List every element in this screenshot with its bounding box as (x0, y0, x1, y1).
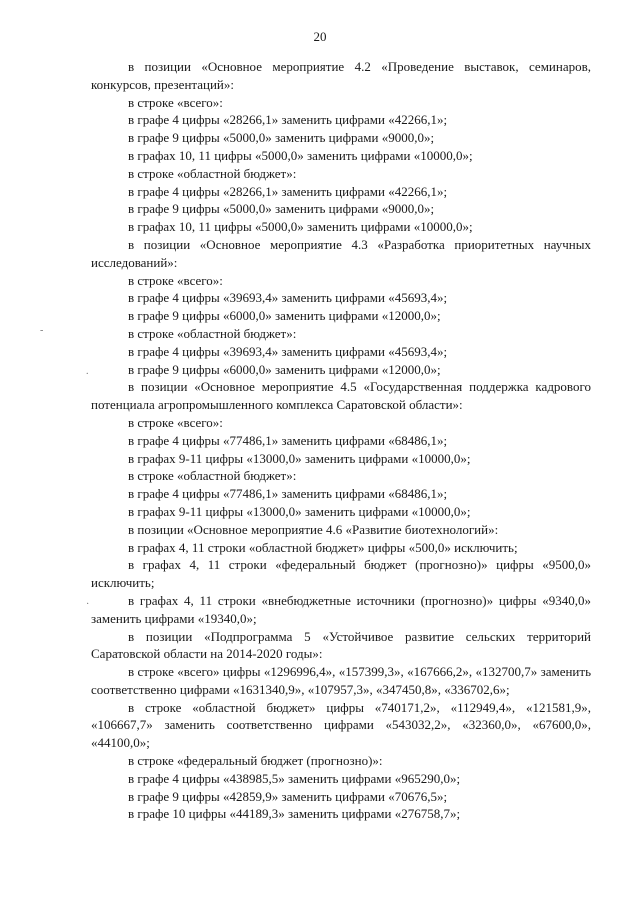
paragraph: в графе 4 цифры «28266,1» заменить цифрами «42266,1»; (128, 112, 448, 128)
paragraph: в графах 10, 11 цифры «5000,0» заменить цифрами «10000,0»; (128, 219, 473, 235)
paragraph: в позиции «Основное мероприятие 4.3 «Разработка приоритетных научных исследований»: (91, 236, 591, 270)
paragraph: в графах 4, 11 строки «областной бюджет» цифры «500,0» исключить; (128, 539, 518, 555)
paragraph: в строке «федеральный бюджет (прогнозно)»: (128, 753, 383, 769)
paragraph: в графе 9 цифры «5000,0» заменить цифрами «9000,0»; (128, 201, 435, 217)
paragraph: в графе 4 цифры «77486,1» заменить цифрами «68486,1»; (128, 432, 448, 448)
paragraph: в графах 4, 11 строки «федеральный бюджет (прогнозно)» цифры «9500,0» исключить; (91, 557, 591, 591)
paragraph: в строке «областной бюджет»: (128, 468, 297, 484)
scan-artifact: - (40, 325, 44, 336)
scan-artifact: · (86, 599, 90, 610)
paragraph: в графе 4 цифры «28266,1» заменить цифрами «42266,1»; (128, 183, 448, 199)
paragraph: в графе 9 цифры «6000,0» заменить цифрами «12000,0»; (128, 308, 441, 324)
paragraph: в строке «всего»: (128, 414, 223, 430)
paragraph: в строке «всего» цифры «1296996,4», «157399,3», «167666,2», «132700,7» заменить соответственно цифрами «1631340,9», «107957,3», «347450,8», «336702,6»; (91, 664, 591, 697)
paragraph: в позиции «Основное мероприятие 4.5 «Государственная поддержка кадрового потенциала агропромышленного комплекса Саратовской области»: (91, 379, 591, 413)
paragraph: в графах 4, 11 строки «внебюджетные источники (прогнозно)» цифры «9340,0» заменить цифрами «19340,0»; (91, 592, 591, 626)
paragraph: в графах 9-11 цифры «13000,0» заменить цифрами «10000,0»; (128, 503, 471, 519)
paragraph: в графе 9 цифры «6000,0» заменить цифрами «12000,0»; (128, 361, 441, 377)
paragraph: в строке «всего»: (128, 272, 223, 288)
paragraph: в позиции «Основное мероприятие 4.6 «Развитие биотехнологий»: (128, 521, 499, 537)
document-body (91, 58, 591, 823)
paragraph: в графе 4 цифры «39693,4» заменить цифрами «45693,4»; (128, 290, 448, 306)
paragraph: в строке «областной бюджет» цифры «740171,2», «112949,4», «121581,9», «106667,7» заменить соответственно цифрами «543032,2», «32360,0», «67600,0», «44100,0»; (91, 699, 591, 751)
paragraph: в позиции «Основное мероприятие 4.2 «Проведение выставок, семинаров, конкурсов, презентаций»: (91, 59, 591, 92)
paragraph: в графах 10, 11 цифры «5000,0» заменить цифрами «10000,0»; (128, 147, 473, 163)
paragraph: в графе 9 цифры «5000,0» заменить цифрами «9000,0»; (128, 130, 435, 146)
paragraph: в графе 4 цифры «438985,5» заменить цифрами «965290,0»; (128, 770, 461, 786)
paragraph: в строке «всего»: (128, 94, 223, 110)
scan-artifact: . (86, 366, 89, 377)
paragraph: в графе 10 цифры «44189,3» заменить цифрами «276758,7»; (128, 806, 461, 822)
paragraph: в строке «областной бюджет»: (128, 165, 297, 181)
paragraph: в графе 9 цифры «42859,9» заменить цифрами «70676,5»; (128, 788, 448, 804)
page-number: 20 (313, 29, 327, 44)
paragraph: в графе 4 цифры «39693,4» заменить цифрами «45693,4»; (128, 343, 448, 359)
paragraph: в графе 4 цифры «77486,1» заменить цифрами «68486,1»; (128, 486, 448, 502)
paragraph: в позиции «Подпрограмма 5 «Устойчивое развитие сельских территорий Саратовской области на 2014-2020 годы»: (91, 628, 591, 662)
paragraph: в строке «областной бюджет»: (128, 325, 297, 341)
paragraph: в графах 9-11 цифры «13000,0» заменить цифрами «10000,0»; (128, 450, 471, 466)
